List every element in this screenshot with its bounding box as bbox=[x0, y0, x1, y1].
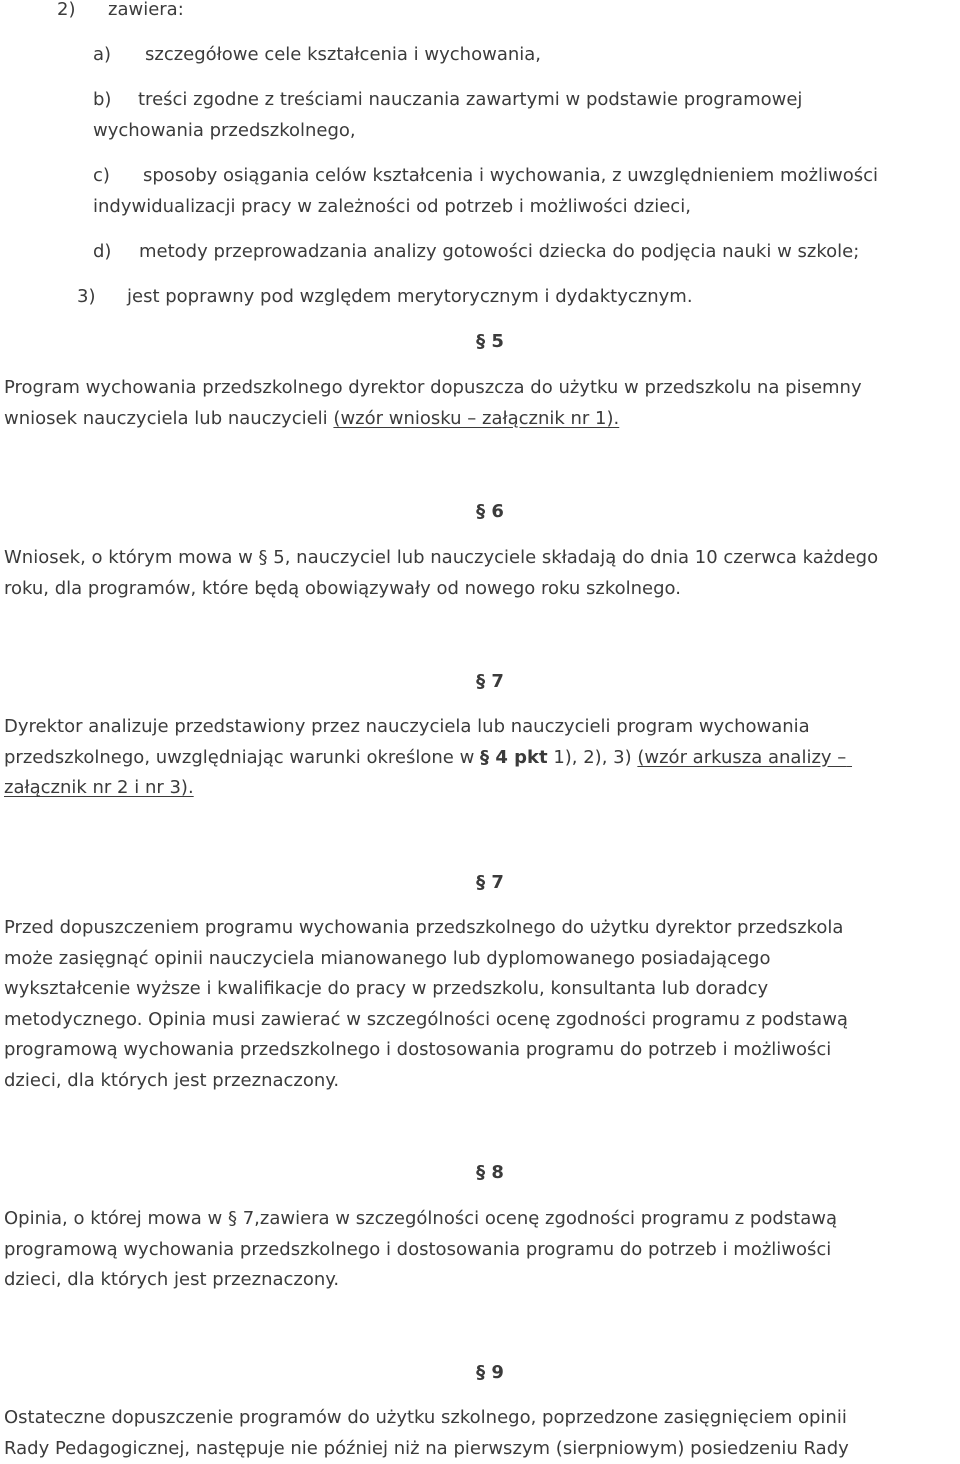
sub-item-text-line1: sposoby osiągania celów kształcenia i wychowania, z uwzględnieniem możliwości bbox=[143, 165, 878, 186]
paragraph-line: Ostateczne dopuszczenie programów do użytku szkolnego, poprzedzone zasięgnięciem opinii bbox=[4, 1403, 960, 1434]
paragraph-line: przedszkolnego, uwzględniając warunki określone w bbox=[4, 747, 474, 768]
paragraph-line: 1), 2), 3) bbox=[553, 747, 631, 768]
sub-item-text-line2: wychowania przedszkolnego, bbox=[93, 116, 960, 147]
section-6-paragraph bbox=[4, 543, 960, 604]
sub-item-text: szczegółowe cele kształcenia i wychowania, bbox=[145, 44, 541, 65]
section-7-second-paragraph bbox=[4, 913, 960, 1096]
section-heading-7: § 7 bbox=[0, 667, 960, 697]
paragraph-reference: § 4 pkt bbox=[480, 747, 548, 768]
paragraph-line: dzieci, dla których jest przeznaczony. bbox=[4, 1265, 960, 1296]
annex-reference: (wzór wniosku – załącznik nr 1). bbox=[333, 408, 619, 429]
annex-reference: (wzór arkusza analizy – bbox=[637, 747, 846, 768]
section-9-paragraph bbox=[4, 1403, 960, 1464]
sub-item-label: b) bbox=[93, 85, 138, 116]
sub-item-c bbox=[0, 161, 960, 222]
annex-reference: załącznik nr 2 i nr 3). bbox=[4, 773, 960, 804]
paragraph-line: wykształcenie wyższe i kwalifikacje do pracy w przedszkolu, konsultanta lub doradcy bbox=[4, 974, 960, 1005]
paragraph-line: Przed dopuszczeniem programu wychowania przedszkolnego do użytku dyrektor przedszkola bbox=[4, 913, 960, 944]
list-number: 2) bbox=[57, 0, 108, 26]
sub-item-a bbox=[0, 40, 960, 71]
sub-item-label: d) bbox=[93, 237, 139, 268]
list-item-2 bbox=[0, 0, 960, 26]
paragraph-line: Rady Pedagogicznej, następuje nie później niż na pierwszym (sierpniowym) posiedzeniu Rady bbox=[4, 1434, 960, 1464]
sub-item-text-line1: treści zgodne z treściami nauczania zawartymi w podstawie programowej bbox=[138, 89, 802, 110]
paragraph-line: programową wychowania przedszkolnego i dostosowania programu do potrzeb i możliwości bbox=[4, 1035, 960, 1066]
section-heading-6: § 6 bbox=[0, 497, 960, 527]
section-8-paragraph bbox=[4, 1204, 960, 1296]
section-heading-8: § 8 bbox=[0, 1158, 960, 1188]
list-text: zawiera: bbox=[108, 0, 184, 20]
sub-item-label: a) bbox=[93, 40, 145, 71]
section-7-paragraph bbox=[4, 712, 960, 804]
section-heading-5: § 5 bbox=[0, 327, 960, 357]
list-number: 3) bbox=[77, 282, 127, 313]
paragraph-line: Program wychowania przedszkolnego dyrektor dopuszcza do użytku w przedszkolu na pisemny bbox=[4, 373, 960, 404]
section-heading-9: § 9 bbox=[0, 1358, 960, 1388]
list-text: jest poprawny pod względem merytorycznym i dydaktycznym. bbox=[127, 286, 693, 307]
paragraph-line: może zasięgnąć opinii nauczyciela mianowanego lub dyplomowanego posiadającego bbox=[4, 944, 960, 975]
paragraph-line: wniosek nauczyciela lub nauczycieli bbox=[4, 408, 328, 429]
paragraph-line: Opinia, o której mowa w § 7,zawiera w szczególności ocenę zgodności programu z podstawą bbox=[4, 1204, 960, 1235]
paragraph-line: Dyrektor analizuje przedstawiony przez nauczyciela lub nauczycieli program wychowania bbox=[4, 712, 960, 743]
list-item-3 bbox=[0, 282, 960, 313]
paragraph-line: dzieci, dla których jest przeznaczony. bbox=[4, 1066, 960, 1097]
paragraph-line: Wniosek, o którym mowa w § 5, nauczyciel lub nauczyciele składają do dnia 10 czerwca każdego bbox=[4, 543, 960, 574]
sub-item-text: metody przeprowadzania analizy gotowości dziecka do podjęcia nauki w szkole; bbox=[139, 241, 859, 262]
paragraph-line: metodycznego. Opinia musi zawierać w szczególności ocenę zgodności programu z podstawą bbox=[4, 1005, 960, 1036]
paragraph-line: roku, dla programów, które będą obowiązywały od nowego roku szkolnego. bbox=[4, 574, 960, 605]
sub-item-d bbox=[0, 237, 960, 268]
paragraph-line: programową wychowania przedszkolnego i dostosowania programu do potrzeb i możliwości bbox=[4, 1235, 960, 1266]
section-heading-7-second: § 7 bbox=[0, 868, 960, 898]
sub-item-label: c) bbox=[93, 161, 143, 192]
sub-item-b bbox=[0, 85, 960, 146]
sub-item-text-line2: indywidualizacji pracy w zależności od potrzeb i możliwości dzieci, bbox=[93, 192, 960, 223]
section-5-paragraph bbox=[4, 373, 960, 434]
